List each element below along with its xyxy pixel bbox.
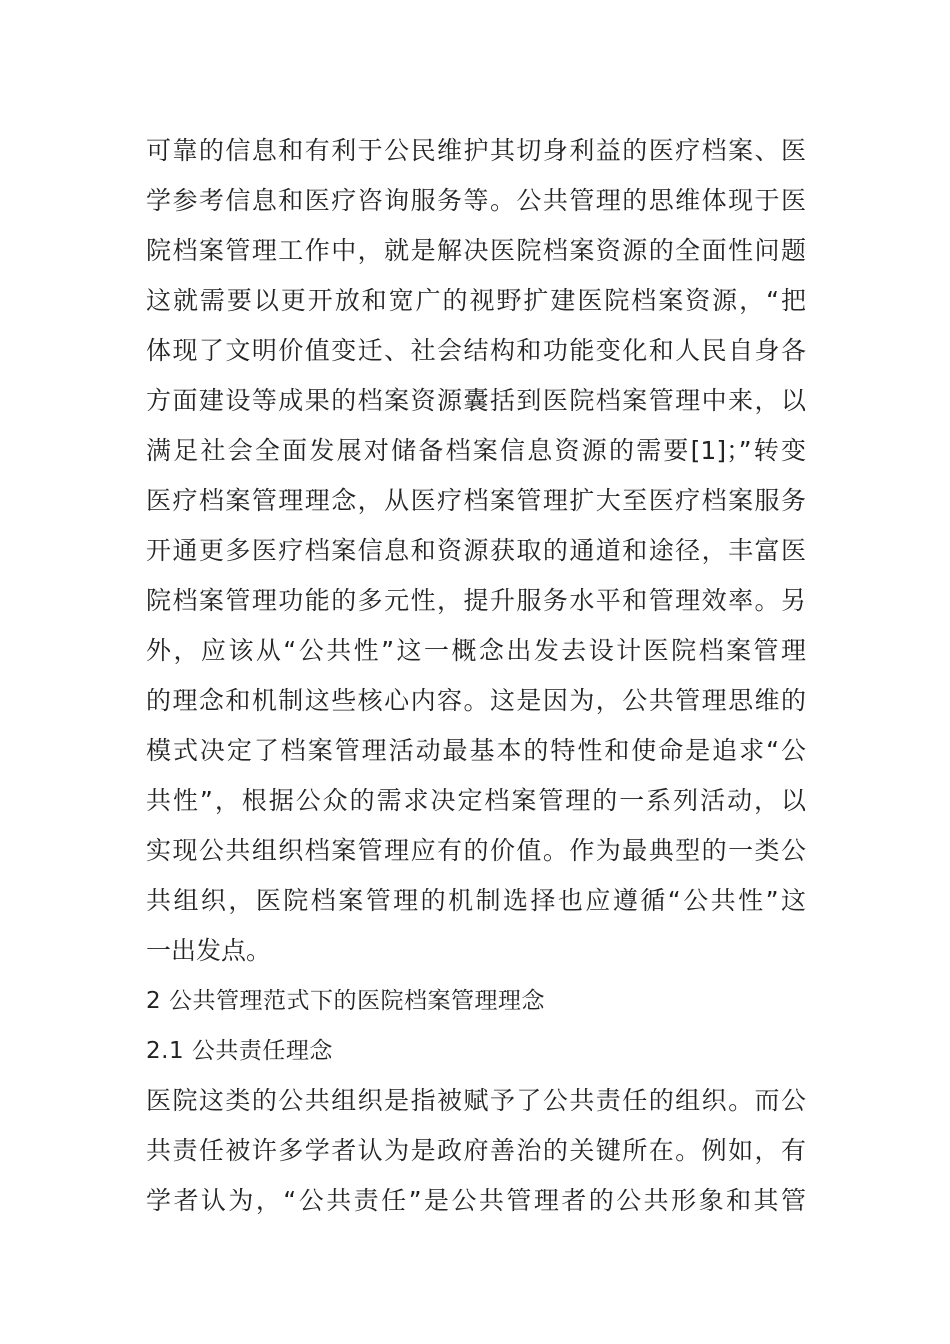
paragraph-line: 共组织，医院档案管理的机制选择也应遵循“公共性”这 xyxy=(146,886,806,915)
paragraph-line: 实现公共组织档案管理应有的价值。作为最典型的一类公 xyxy=(146,836,806,865)
paragraph-line: 体现了文明价值变迁、社会结构和功能变化和人民自身各 xyxy=(146,336,806,365)
paragraph-line: 院档案管理功能的多元性，提升服务水平和管理效率。另 xyxy=(146,586,806,615)
paragraph-line: 开通更多医疗档案信息和资源获取的通道和途径，丰富医 xyxy=(146,536,806,565)
paragraph-line: 学者认为，“公共责任”是公共管理者的公共形象和其管 xyxy=(146,1186,806,1215)
paragraph-line: 院档案管理工作中，就是解决医院档案资源的全面性问题 xyxy=(146,236,806,265)
paragraph-line: 满足社会全面发展对储备档案信息资源的需要[1]；”转变 xyxy=(146,436,806,465)
paragraph-line: 方面建设等成果的档案资源囊括到医院档案管理中来，以 xyxy=(146,386,806,415)
paragraph-line: 医疗档案管理理念，从医疗档案管理扩大至医疗档案服务 xyxy=(146,486,806,515)
paragraph-line: 共性”，根据公众的需求决定档案管理的一系列活动，以 xyxy=(146,786,806,815)
section-heading: 2 公共管理范式下的医院档案管理理念 xyxy=(146,988,545,1014)
paragraph-line: 模式决定了档案管理活动最基本的特性和使命是追求“公 xyxy=(146,736,806,765)
paragraph-line: 一出发点。 xyxy=(146,936,272,965)
paragraph-line: 可靠的信息和有利于公民维护其切身利益的医疗档案、医 xyxy=(146,136,806,165)
paragraph-line: 外，应该从“公共性”这一概念出发去设计医院档案管理 xyxy=(146,636,806,665)
paragraph-line: 医院这类的公共组织是指被赋予了公共责任的组织。而公 xyxy=(146,1086,806,1115)
paragraph-line: 学参考信息和医疗咨询服务等。公共管理的思维体现于医 xyxy=(146,186,806,215)
paragraph-line: 的理念和机制这些核心内容。这是因为，公共管理思维的 xyxy=(146,686,806,715)
subsection-heading: 2.1 公共责任理念 xyxy=(146,1038,333,1064)
paragraph-line: 共责任被许多学者认为是政府善治的关键所在。例如，有 xyxy=(146,1136,806,1165)
paragraph-line: 这就需要以更开放和宽广的视野扩建医院档案资源，“把 xyxy=(146,286,806,315)
